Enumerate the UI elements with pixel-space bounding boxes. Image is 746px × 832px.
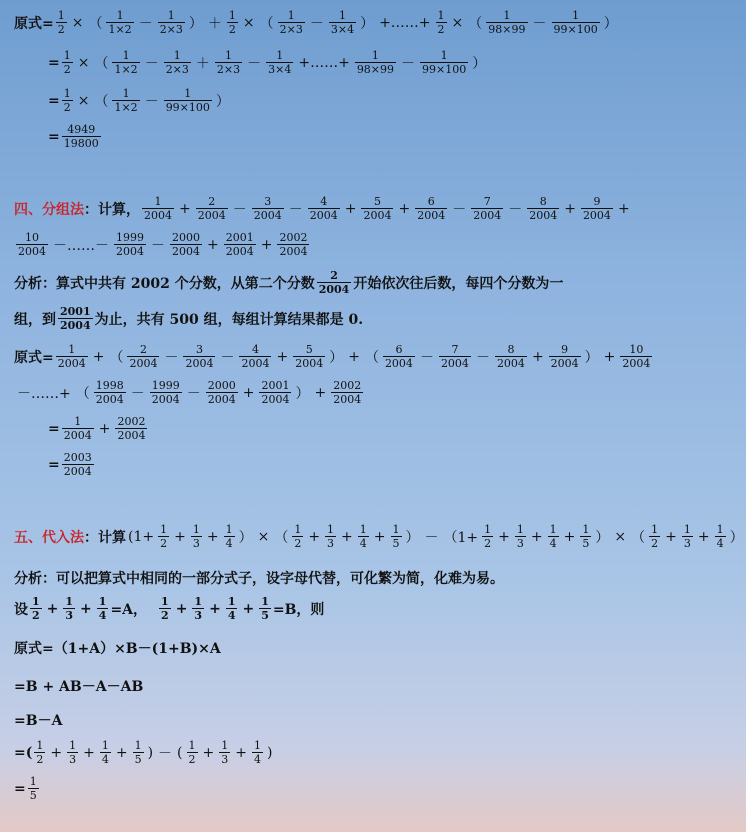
- step-text: 原式=（1+A）×B－(1+B)×A: [14, 641, 221, 657]
- set-label: 设: [14, 601, 28, 618]
- section-5-step-4: =( $\frac{1}{2}$ + $\frac{1}{3}$ + $\frac{1}{4}$ + $\frac{1}{5}$ ) － ( $\frac{1}{2}$ + $\frac{1}{3}$ + $\frac{1}{4}$ ): [14, 739, 273, 766]
- analysis-text: 为止，共有 500 组，每组计算结果都是 0.: [94, 311, 364, 328]
- equals: =: [48, 54, 60, 71]
- derivation-line-2: = $\frac{1}{2}$ × （ $\frac{1}{1\times 2}$ － $\frac{1}{2\times 3}$ ＋ $\frac{1}{2\times 3}$ － $\frac{1}{3\times 4}$ +……+ $\frac{1}{98\times 99}$ － $\frac{1}{99\times 100}$ ）: [48, 49, 487, 76]
- assignment-b: =B，则: [272, 601, 325, 618]
- section-intro: ：计算: [84, 529, 126, 546]
- fraction: $\frac{1}{99\times 100}$: [553, 9, 598, 36]
- original-label: 原式=: [14, 15, 54, 32]
- fraction: $\frac{1}{2}$: [57, 9, 65, 36]
- section-4-solution-4: = $\frac{2003}{2004}$: [48, 451, 92, 478]
- analysis-text: 组，到: [14, 311, 56, 328]
- derivation-line-3: = $\frac{1}{2}$ × （ $\frac{1}{1\times 2}$ － $\frac{1}{99\times 100}$ ）: [48, 87, 230, 114]
- section-4-solution-3: = $\frac{1}{2004}$ + $\frac{2002}{2004}$: [48, 415, 146, 442]
- section-4-heading: 四、分组法 ：计算， $\frac{1}{2004}$ + $\frac{2}{2004}$ － $\frac{3}{2004}$ － $\frac{4}{2004}$ + $\frac{5}{2004}$ + $\frac{6}{2004}$ － $\frac{7}{2004}$ － $\frac{8}{2004}$ + $\frac{9}{2004}$ +: [14, 195, 630, 222]
- section-5-step-2: [14, 676, 143, 696]
- equals: =: [48, 128, 60, 145]
- equals: =: [48, 92, 60, 109]
- section-4-analysis-2: 组，到 $\frac{2001}{2004}$ 为止，共有 500 组，每组计算结果都是 0.: [14, 305, 364, 332]
- derivation-line-1: 原式= $\frac{1}{2}$ × （ $\frac{1}{1\times 2}$ － $\frac{1}{2\times 3}$ ） ＋ $\frac{1}{2}$ × （ $\frac{1}{2\times 3}$ － $\frac{1}{3\times 4}$ ） +……+ $\frac{1}{2}$ × （ $\frac{1}{98\times 99}$ － $\frac{1}{99\times 100}$ ）: [14, 9, 618, 36]
- analysis-text: 开始依次往后数，每四个分数为一: [353, 275, 564, 292]
- original-label: 原式=: [14, 349, 54, 366]
- fraction: $\frac{1}{3\times 4}$: [330, 9, 355, 36]
- fraction: $\frac{1}{2\times 3}$: [159, 9, 183, 36]
- step-text: =B + AB－A－AB: [14, 679, 144, 695]
- section-title: 四、分组法: [14, 201, 84, 218]
- section-5-step-3: [14, 710, 62, 730]
- derivation-line-4: [48, 124, 103, 149]
- section-4-solution-1: 原式= $\frac{1}{2004}$ + （ $\frac{2}{2004}$ － $\frac{3}{2004}$ － $\frac{4}{2004}$ + $\frac{5}{2004}$ ） + （ $\frac{6}{2004}$ － $\frac{7}{2004}$ － $\frac{8}{2004}$ + $\frac{9}{2004}$ ） + $\frac{10}{2004}$: [14, 343, 651, 370]
- analysis-text: 分析：可以把算式中相同的一部分式子，设字母代替，可化繁为简，化难为易。: [14, 571, 504, 587]
- result-fraction: $\frac{1}{5}$: [29, 775, 37, 802]
- fraction: $\frac{1}{1\times 2}$: [108, 9, 132, 36]
- step-text: =B－A: [14, 713, 63, 729]
- section-4-solution-2: －……+ （ $\frac{1998}{2004}$ － $\frac{1999}{2004}$ － $\frac{2000}{2004}$ + $\frac{2001}{2004}$ ） + $\frac{2002}{2004}$: [17, 379, 362, 406]
- section-intro: ：计算，: [84, 201, 140, 218]
- section-4-problem-cont: $\frac{10}{2004}$ －……－ $\frac{1999}{2004}$ － $\frac{2000}{2004}$ + $\frac{2001}{2004}$ + $\frac{2002}{2004}$: [18, 231, 308, 258]
- result-fraction: $\frac{2003}{2004}$: [63, 451, 92, 478]
- result-fraction: $\frac{4949}{19800}$: [63, 123, 99, 150]
- section-5-analysis: [14, 568, 504, 588]
- section-title: 五、代入法: [14, 529, 84, 546]
- fraction: $\frac{1}{2}$: [228, 9, 236, 36]
- fraction: $\frac{1}{2\times 3}$: [279, 9, 303, 36]
- section-4-analysis-1: 分析：算式中共有 2002 个分数，从第二个分数 $\frac{2}{2004}$ 开始依次往后数，每四个分数为一: [14, 269, 564, 296]
- analysis-text: 分析：算式中共有 2002 个分数，从第二个分数: [14, 275, 315, 292]
- section-5-step-1: [14, 638, 221, 658]
- section-5-step-5: = $\frac{1}{5}$: [14, 775, 37, 802]
- assignment-a: =A，: [110, 601, 148, 618]
- section-5-set: 设 $\frac{1}{2}$ + $\frac{1}{3}$ + $\frac{1}{4}$ =A， $\frac{1}{2}$ + $\frac{1}{3}$ + $\frac{1}{4}$ + $\frac{1}{5}$ =B，则: [14, 595, 325, 622]
- section-5-heading: 五、代入法 ：计算 (1+ $\frac{1}{2}$ + $\frac{1}{3}$ + $\frac{1}{4}$ ） × （ $\frac{1}{2}$ + $\frac{1}{3}$ + $\frac{1}{4}$ + $\frac{1}{5}$ ） － （1+ $\frac{1}{2}$ + $\frac{1}{3}$ + $\frac{1}{4}$ + $\frac{1}{5}$ ） × （ $\frac{1}{2}$ + $\frac{1}{3}$ + $\frac{1}{4}$ ）: [14, 523, 744, 550]
- fraction: $\frac{1}{2}$: [437, 9, 445, 36]
- fraction: $\frac{1}{98\times 99}$: [488, 9, 526, 36]
